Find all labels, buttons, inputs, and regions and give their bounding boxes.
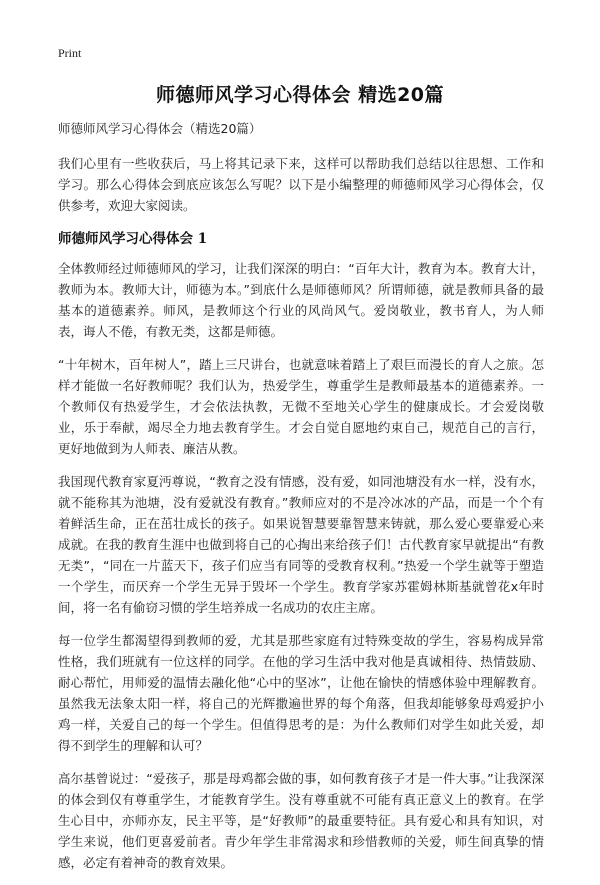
page-title: 师德师风学习心得体会 精选20篇 bbox=[155, 84, 445, 106]
body-paragraph: “十年树木，百年树人”，踏上三尺讲台，也就意味着踏上了艰巨而漫长的育人之旅。怎样才能做一名好教师呢？我们认为，热爱学生，尊重学生是教师最基本的道德素养。一个教师仅有热爱学生，才会依法执教，无微不至地关心学生的健康成长。才会爱岗敬业，乐于奉献，竭尽全力地去教育学生。才会自觉自愿地约束自己，规范自己的言行，更好地做到为人师表、廉洁从教。 bbox=[58, 357, 544, 456]
section-heading: 师德师风学习心得体会 1 bbox=[58, 231, 208, 247]
print-link[interactable]: Print bbox=[58, 46, 82, 60]
intro-paragraph: 我们心里有一些收获后，马上将其记录下来，这样可以帮助我们总结以往思想、工作和学习。那么心得体会到底应该怎么写呢？以下是小编整理的师德师风学习心得体会，仅供参考，欢迎大家阅读。 bbox=[58, 156, 544, 213]
body-paragraph: 高尔基曾说过：“爱孩子，那是母鸡都会做的事，如何教育孩子才是一件大事。”让我深深的体会到仅有尊重学生，才能教育学生。没有尊重就不可能有真正意义上的教育。在学生心目中，亦师亦友，民主平等，是“好教师”的最重要特征。具有爱心和具有知识，对学生来说，他们更喜爱前者。青少年学生非常渴求和珍惜教师的关爱，师生间真挚的情感，必定有着神奇的教育效果。 bbox=[58, 771, 544, 870]
body-paragraph: 每一位学生都渴望得到教师的爱，尤其是那些家庭有过特殊变故的学生，容易构成异常性格，我们班就有一位这样的同学。在他的学习生活中我对他是真诚相待、热情鼓励、耐心帮忙，用师爱的温情去融化他“心中的坚冰”，让他在愉快的情感体验中理解教育。虽然我无法象太阳一样，将自己的光辉撒遍世界的每个角落，但我却能够象母鸡爱护小鸡一样，关爱自己的每一个学生。但值得思考的是：为什么教师们对学生如此关爱，却得不到学生的理解和认可？ bbox=[58, 633, 544, 753]
body-paragraph: 我国现代教育家夏沔尊说，“教育之没有情感，没有爱，如同池塘没有水一样，没有水，就不能称其为池塘，没有爱就没有教育。”教师应对的不是冷冰冰的产品，而是一个个有着鲜活生命，正在茁壮成长的孩子。如果说智慧要靠智慧来铸就，那么爱心要靠爱心来成就。在我的教育生涯中也做到将自己的心掏出来给孩子们！古代教育家早就提出“有教无类”，“同在一片蓝天下，孩子们应当有同等的受教育权利。”热爱一个学生就等于塑造一个学生，而厌弃一个学生无异于毁坏一个学生。教育学家苏霍姆林斯基就曾花x年时间，将一名有偷窃习惯的学生培养成一名成功的农庄主席。 bbox=[58, 474, 544, 615]
document-body bbox=[58, 118, 544, 885]
document-subtitle: 师德师风学习心得体会（精选20篇） bbox=[58, 121, 262, 136]
body-paragraph: 全体教师经过师德师风的学习，让我们深深的明白：“百年大计，教育为本。教育大计，教师为本。教师大计，师德为本。”到底什么是师德师风？所谓师德，就是教师具备的最基本的道德素养。师风，是教师这个行业的风尚风气。爱岗敬业，教书育人，为人师表，诲人不倦，有教无类，这都是师德。 bbox=[58, 261, 544, 339]
